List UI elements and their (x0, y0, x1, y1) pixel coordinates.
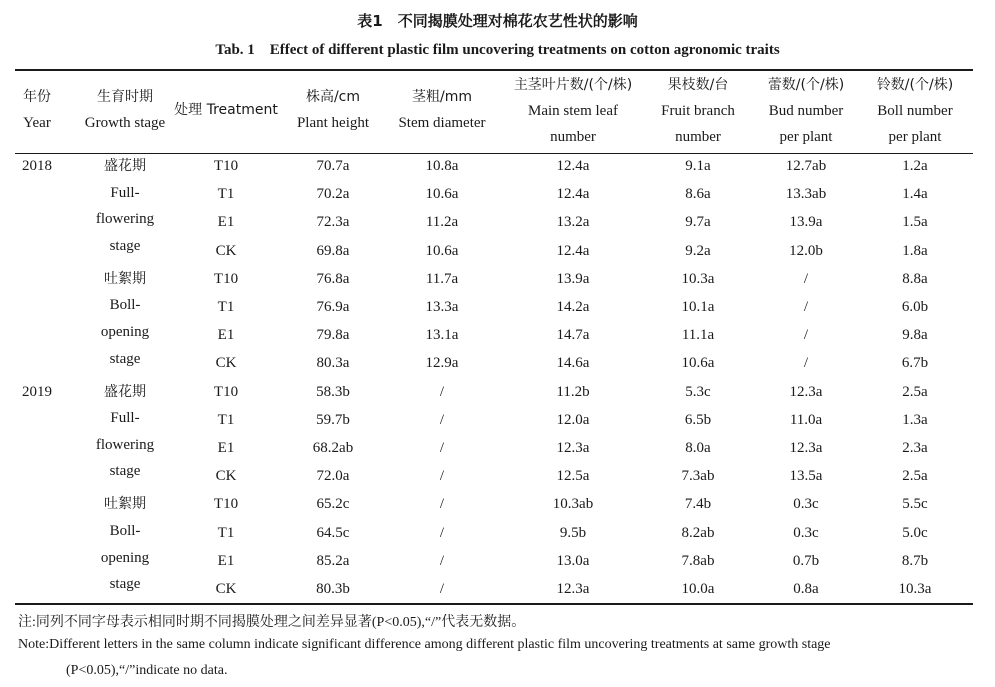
table-cell-boll-number: 10.3a (898, 581, 932, 597)
table-cell-stem-diameter: / (439, 411, 445, 428)
footnote-english-line-2: (P<0.05),“/”indicate no data. (66, 663, 228, 678)
growth-stage-line: opening (100, 323, 150, 340)
table-cell-main-stem-leaf-number: 12.3a (556, 581, 590, 597)
table-cell-bud-number: / (803, 355, 809, 372)
growth-stage-label (75, 491, 175, 597)
growth-stage-label (75, 379, 175, 485)
table-cell-main-stem-leaf-number: 12.5a (556, 468, 590, 485)
table-cell-plant-height: 85.2a (316, 552, 350, 569)
table-cell-boll-number: 1.4a (902, 186, 928, 203)
growth-stage-line: 盛花期 (104, 383, 146, 400)
table-cell-main-stem-leaf-number: 12.4a (556, 242, 590, 259)
footnote-chinese: 注:同列不同字母表示相同时期不同揭膜处理之间差异显著(P<0.05),“/”代表无数据。 (18, 615, 526, 630)
table-cell-main-stem-leaf-number: 14.7a (556, 327, 590, 344)
table-cell-stem-diameter: / (439, 496, 445, 513)
table-cell-boll-number: 2.5a (902, 468, 928, 485)
column-header-line: 蕾数/(个/株) (767, 77, 845, 93)
column-header-line: Fruit branch (661, 103, 735, 119)
table-cell-boll-number: 1.5a (902, 214, 928, 231)
table-cell-fruit-branch-number: 6.5b (684, 411, 712, 428)
table-cell-main-stem-leaf-number: 14.6a (556, 355, 590, 372)
table-cell-boll-number: 6.7b (901, 355, 929, 372)
table-cell-stem-diameter: 10.8a (425, 158, 459, 174)
table-cell-fruit-branch-number: 10.3a (681, 270, 715, 287)
column-header-line: per plant (779, 129, 833, 145)
table-cell-stem-diameter: / (439, 581, 445, 597)
table-title-english: Tab. 1 Effect of different plastic film uncovering treatments on cotton agronomic traits (215, 42, 780, 58)
table-cell-bud-number: / (803, 327, 809, 344)
table-title-chinese: 表1 不同揭膜处理对棉花农艺性状的影响 (357, 12, 638, 30)
table-cell-plant-height: 76.9a (316, 299, 350, 315)
table-cell-stem-diameter: / (439, 468, 445, 485)
growth-stage-line: stage (109, 463, 141, 480)
table-cell-bud-number: 13.3ab (785, 186, 827, 203)
growth-stage-line: Full- (110, 410, 140, 427)
growth-stage-line: 吐絮期 (104, 496, 146, 513)
table-cell-plant-height: 72.0a (316, 468, 350, 485)
table-cell-plant-height: 58.3b (316, 383, 350, 400)
growth-stage-label (75, 153, 175, 259)
table-cell-stem-diameter: / (439, 552, 445, 569)
table-cell-boll-number: 9.8a (902, 327, 928, 344)
column-header-line: number (675, 129, 721, 145)
table-cell-plant-height: 80.3a (316, 355, 350, 372)
table-cell-main-stem-leaf-number: 12.0a (556, 411, 590, 428)
table-cell-plant-height: 65.2c (316, 496, 350, 513)
column-header (75, 84, 175, 136)
column-header (283, 84, 383, 136)
table-cell-plant-height: 72.3a (316, 214, 350, 231)
table-cell-stem-diameter: 12.9a (425, 355, 459, 372)
table-cell-treatment: T10 (213, 270, 239, 287)
footnote-english-line-1: Note:Different letters in the same column indicate significant difference among different plastic film uncovering treatments at same growth stage (18, 637, 831, 652)
table-cell-bud-number: 12.0b (789, 242, 823, 259)
table-cell-boll-number: 1.8a (902, 242, 928, 259)
column-header-line: 生育时期 (97, 89, 153, 105)
table-cell-bud-number: 12.7ab (785, 158, 827, 174)
column-header-line: 株高/cm (305, 89, 361, 105)
table-top-rule (15, 69, 973, 71)
table-cell-fruit-branch-number: 10.1a (681, 299, 715, 315)
column-header-line: Boll number (877, 103, 953, 119)
table-cell-fruit-branch-number: 7.4b (684, 496, 712, 513)
growth-stage-line: Full- (110, 184, 140, 201)
table-cell-boll-number: 1.3a (902, 411, 928, 428)
column-header-line: Stem diameter (398, 115, 486, 131)
table-cell-main-stem-leaf-number: 13.0a (556, 552, 590, 569)
table-cell-treatment: E1 (217, 440, 235, 456)
column-header-line: 果枝数/台 (667, 77, 729, 93)
table-cell-stem-diameter: 10.6a (425, 186, 459, 203)
table-cell-plant-height: 76.8a (316, 270, 350, 287)
table-cell-treatment: CK (215, 242, 237, 259)
table-cell-bud-number: 12.3a (789, 440, 823, 456)
growth-stage-line: stage (109, 350, 141, 367)
table-cell-plant-height: 80.3b (316, 581, 350, 597)
table-cell-stem-diameter: 11.2a (425, 214, 459, 231)
year-label: 2019 (22, 383, 52, 400)
table-cell-stem-diameter: / (439, 524, 445, 541)
column-header-line: 处理 Treatment (174, 102, 278, 118)
table-cell-plant-height: 70.2a (316, 186, 350, 203)
growth-stage-line: Boll- (109, 522, 141, 539)
table-cell-bud-number: 0.3c (793, 524, 819, 541)
table-cell-boll-number: 1.2a (902, 158, 928, 174)
column-header-line: number (550, 129, 596, 145)
table-cell-boll-number: 8.7b (901, 552, 929, 569)
growth-stage-line: flowering (95, 211, 155, 228)
table-cell-treatment: T10 (213, 383, 239, 400)
table-cell-stem-diameter: 11.7a (425, 270, 459, 287)
table-cell-treatment: T1 (217, 186, 235, 203)
table-cell-fruit-branch-number: 8.6a (685, 186, 711, 203)
column-header-line: 茎粗/mm (412, 89, 472, 105)
table-cell-boll-number: 5.5c (902, 496, 928, 513)
column-header-line: 铃数/(个/株) (876, 77, 954, 93)
table-cell-main-stem-leaf-number: 12.3a (556, 440, 590, 456)
table-cell-plant-height: 69.8a (316, 242, 350, 259)
column-header (751, 72, 861, 150)
table-cell-boll-number: 2.5a (902, 383, 928, 400)
column-header-line: Growth stage (84, 115, 166, 131)
column-header (498, 72, 648, 150)
growth-stage-line: Boll- (109, 297, 141, 314)
table-bottom-rule (15, 603, 973, 605)
table-cell-treatment: CK (215, 581, 237, 597)
table-cell-plant-height: 68.2ab (312, 440, 354, 456)
table-cell-stem-diameter: / (439, 383, 445, 400)
table-cell-stem-diameter: 10.6a (425, 242, 459, 259)
table-cell-main-stem-leaf-number: 10.3ab (552, 496, 594, 513)
column-header (643, 72, 753, 150)
growth-stage-line: 吐絮期 (104, 270, 146, 287)
table-cell-fruit-branch-number: 10.0a (681, 581, 715, 597)
table-cell-fruit-branch-number: 7.8ab (681, 552, 715, 569)
table-cell-treatment: CK (215, 355, 237, 372)
growth-stage-line: opening (100, 549, 150, 566)
table-cell-bud-number: 0.7b (792, 552, 820, 569)
table-cell-treatment: T1 (217, 299, 235, 315)
table-cell-bud-number: 11.0a (789, 411, 823, 428)
column-header (7, 84, 67, 136)
column-header-line: Plant height (296, 115, 370, 131)
table-cell-fruit-branch-number: 5.3c (685, 383, 711, 400)
table-cell-plant-height: 59.7b (316, 411, 350, 428)
table-cell-treatment: T1 (217, 524, 235, 541)
table-cell-stem-diameter: 13.1a (425, 327, 459, 344)
table-cell-fruit-branch-number: 10.6a (681, 355, 715, 372)
column-header-line: Bud number (768, 103, 844, 119)
table-cell-plant-height: 70.7a (316, 158, 350, 174)
table-cell-main-stem-leaf-number: 13.9a (556, 270, 590, 287)
table-cell-main-stem-leaf-number: 12.4a (556, 186, 590, 203)
table-cell-main-stem-leaf-number: 14.2a (556, 299, 590, 315)
table-cell-treatment: E1 (217, 214, 235, 231)
table-cell-treatment: E1 (217, 327, 235, 344)
table-cell-treatment: E1 (217, 552, 235, 569)
table-cell-plant-height: 64.5c (316, 524, 350, 541)
table-cell-boll-number: 5.0c (902, 524, 928, 541)
table-cell-fruit-branch-number: 9.2a (685, 242, 711, 259)
column-header (860, 72, 970, 150)
table-cell-stem-diameter: / (439, 440, 445, 456)
table-cell-boll-number: 2.3a (902, 440, 928, 456)
table-cell-fruit-branch-number: 8.0a (685, 440, 711, 456)
table-cell-main-stem-leaf-number: 12.4a (556, 158, 590, 174)
table-cell-bud-number: 13.9a (789, 214, 823, 231)
column-header-line: 年份 (23, 89, 51, 105)
table-cell-main-stem-leaf-number: 11.2b (556, 383, 590, 400)
growth-stage-line: stage (109, 237, 141, 254)
column-header-line: Year (23, 115, 51, 131)
table-cell-treatment: CK (215, 468, 237, 485)
table-cell-bud-number: 0.3c (793, 496, 819, 513)
table-cell-fruit-branch-number: 11.1a (681, 327, 715, 344)
growth-stage-label (75, 266, 175, 372)
table-cell-bud-number: 13.5a (789, 468, 823, 485)
growth-stage-line: 盛花期 (104, 158, 146, 174)
column-header (171, 97, 281, 123)
column-header-line: Main stem leaf (528, 103, 618, 119)
table-cell-plant-height: 79.8a (316, 327, 350, 344)
growth-stage-line: flowering (95, 436, 155, 453)
table-cell-fruit-branch-number: 9.7a (685, 214, 711, 231)
table-cell-main-stem-leaf-number: 9.5b (559, 524, 587, 541)
table-cell-bud-number: 0.8a (793, 581, 819, 597)
table-cell-bud-number: 12.3a (789, 383, 823, 400)
table-cell-boll-number: 6.0b (901, 299, 929, 315)
table-cell-treatment: T1 (217, 411, 235, 428)
table-cell-bud-number: / (803, 299, 809, 315)
growth-stage-line: stage (109, 576, 141, 593)
table-cell-fruit-branch-number: 8.2ab (681, 524, 715, 541)
table-cell-fruit-branch-number: 9.1a (685, 158, 711, 174)
column-header-line: 主茎叶片数/(个/株) (513, 77, 633, 93)
column-header-line: per plant (888, 129, 942, 145)
table-cell-boll-number: 8.8a (902, 270, 928, 287)
table-cell-bud-number: / (803, 270, 809, 287)
table-cell-stem-diameter: 13.3a (425, 299, 459, 315)
table-cell-fruit-branch-number: 7.3ab (681, 468, 715, 485)
table-cell-treatment: T10 (213, 496, 239, 513)
year-label: 2018 (22, 158, 52, 174)
table-cell-main-stem-leaf-number: 13.2a (556, 214, 590, 231)
column-header (387, 84, 497, 136)
table-cell-treatment: T10 (213, 158, 239, 174)
